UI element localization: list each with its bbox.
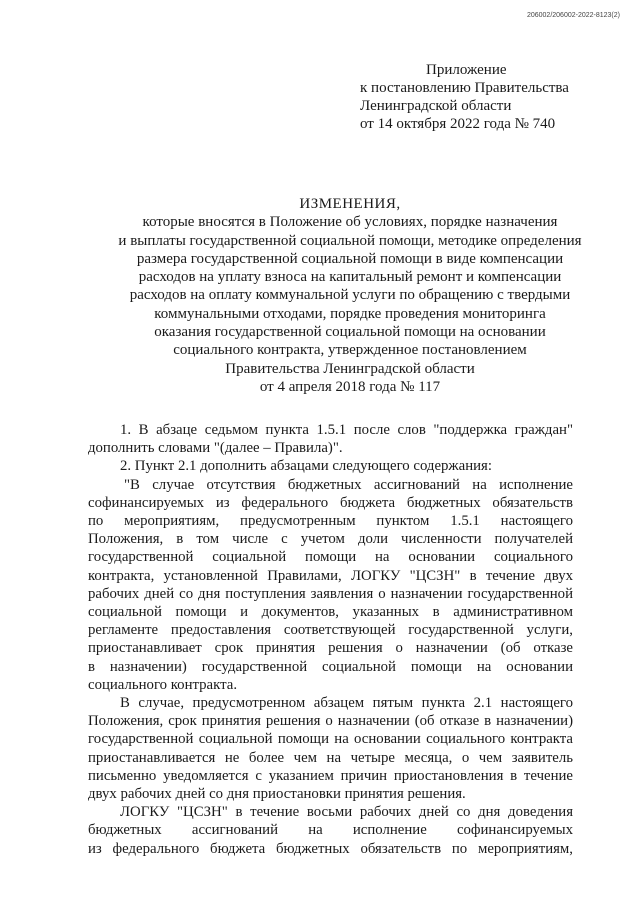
body-line: приостанавливает срок принятия решения о назначении (об отказе (88, 640, 573, 657)
body-line: ЛОГКУ "ЦСЗН" в течение восьми рабочих дней со дня доведения (120, 804, 573, 821)
title-line: коммунальными отходами, порядке проведения мониторинга (154, 305, 546, 322)
title-heading: ИЗМЕНЕНИЯ, (299, 196, 401, 212)
title-line: расходов на оплату коммунальной услуги по обращению с твердыми (129, 287, 571, 304)
document-registration-number: 206002/206002-2022-8123(2) (526, 12, 620, 19)
title-line: которые вносятся в Положение об условиях, порядке назначения (142, 214, 558, 231)
document-title (60, 195, 640, 396)
body-line: государственной социальной помощи на основании социального контракта (88, 731, 573, 748)
body-line: "В случае отсутствия бюджетных ассигнований на исполнение (124, 476, 573, 493)
body-line: Положения, срок принятия решения о назначении (об отказе в назначении) (88, 713, 573, 730)
body-line: социального контракта. (88, 676, 238, 693)
body-line: приостанавливается не более чем на четыре месяца, о чем заявитель (88, 749, 573, 766)
title-line: Правительства Ленинградской области (225, 360, 475, 377)
appendix-date-line: от 14 октября 2022 года № 740 (360, 116, 556, 132)
body-line: рабочих дней со дня поступления заявления о назначении государственной (88, 585, 573, 602)
appendix-block (360, 61, 620, 133)
body-line: Положения, в том числе с учетом доли численности получателей (88, 531, 573, 548)
body-line: бюджетных ассигнований на исполнение софинансируемых (88, 822, 573, 839)
body-line: по мероприятиям, предусмотренным пунктом 1.5.1 настоящего (88, 513, 573, 530)
body-line: государственной социальной помощи на основании социального (88, 549, 573, 566)
appendix-line: к постановлению Правительства (360, 80, 569, 96)
appendix-label: Приложение (426, 62, 507, 78)
title-line: размера государственной социальной помощи в виде компенсации (136, 250, 564, 267)
body-line: 2. Пункт 2.1 дополнить абзацами следующего содержания: (120, 458, 492, 475)
body-line: из федерального бюджета бюджетных обязательств по мероприятиям, (88, 840, 573, 857)
appendix-line: Ленинградской области (360, 98, 512, 114)
title-line: оказания государственной социальной помощи на основании (154, 324, 546, 341)
title-line: от 4 апреля 2018 года № 117 (259, 378, 441, 395)
document-body (88, 421, 573, 858)
title-line: расходов на уплату взноса на капитальный ремонт и компенсации (138, 269, 562, 286)
body-line: в назначении) государственной социальной помощи на основании (88, 658, 573, 675)
title-line: социального контракта, утвержденное постановлением (173, 342, 527, 359)
body-line: В случае, предусмотренном абзацем пятым пункта 2.1 настоящего (120, 695, 573, 712)
body-line: двух рабочих дней со дня приостановки принятия решения. (88, 786, 466, 803)
body-line: письменно уведомляется с указанием причин приостановления в течение (88, 767, 573, 784)
body-line: 1. В абзаце седьмом пункта 1.5.1 после слов "поддержка граждан" (120, 422, 573, 438)
body-line: контракта, установленной Правилами, ЛОГКУ "ЦСЗН" в течение двух (88, 567, 573, 584)
body-line: софинансируемых из федерального бюджета бюджетных обязательств (88, 494, 573, 511)
body-line: социальной помощи и документов, указанных в административном (88, 604, 573, 621)
title-line: и выплаты государственной социальной помощи, методике определения (118, 232, 582, 249)
body-line: дополнить словами "(далее – Правила)". (88, 440, 343, 457)
body-line: регламенте предоставления соответствующей государственной услуги, (88, 622, 573, 639)
